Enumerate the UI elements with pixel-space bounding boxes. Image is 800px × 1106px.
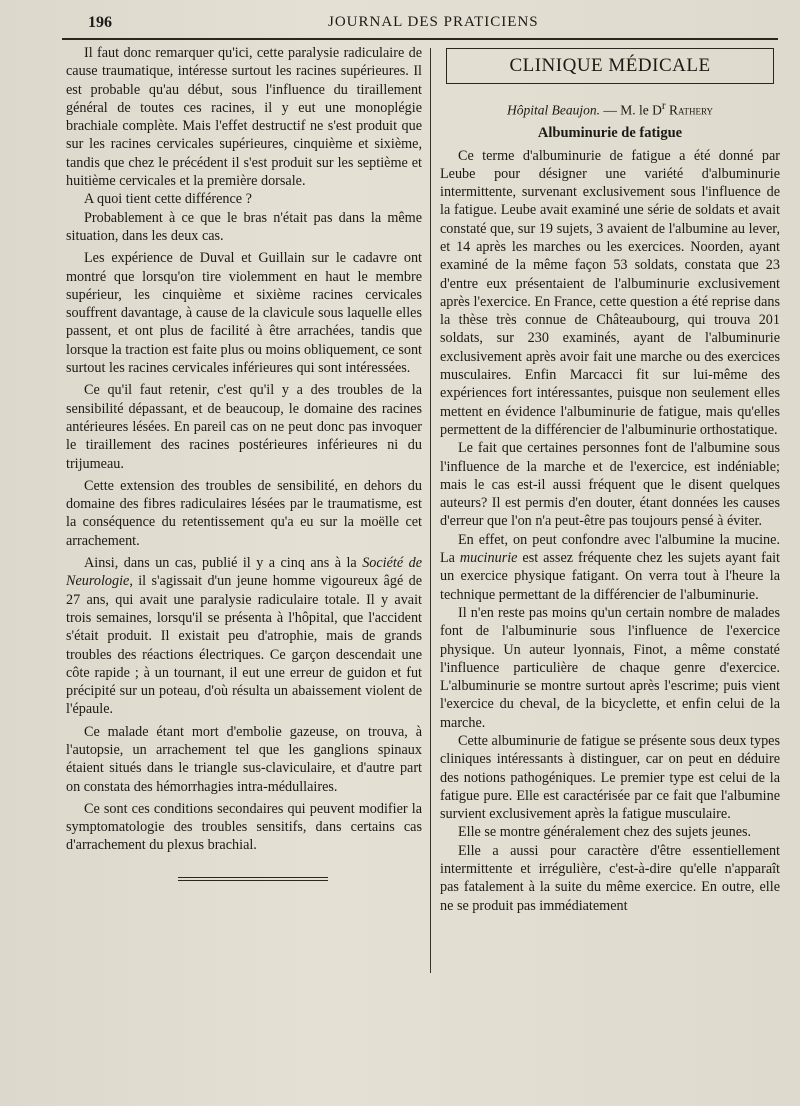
society-name: Société de Neurologie (66, 555, 422, 590)
paragraph: Cette albuminurie de fatigue se présente sous deux types cliniques intéressants à distinguer, car on peut en déduire des notions pathogéniques. Le premier type est celui de la fatigue pure. Elle est caractérisée par ce fait que l'albumine survient exclusivement après la fatigue musculaire. (440, 733, 780, 823)
paragraph: Ce qu'il faut retenir, c'est qu'il y a des troubles de la sensibilité dépassant, et de beaucoup, le domaine des racines antérieures lésées. En pareil cas on ne peut donc pas invoquer le tiraillement des racines postérieures inférieures ni du trijumeau. (66, 382, 422, 472)
header-rule (62, 38, 778, 40)
paragraph (440, 531, 780, 604)
text-run: Ainsi, dans un cas, publié il y a cinq ans à la (84, 555, 363, 572)
left-column (66, 44, 422, 881)
text-run: En effet, on peut confondre avec l'albumine la mucine. La (440, 531, 780, 567)
paragraph: Cette extension des troubles de sensibilité, en dehors du domaine des fibres radiculaires lésées par le traumatisme, est la conséquence du retentissement qu'a eu sur la moëlle cet arrachement. (66, 477, 422, 549)
article-title: Albuminurie de fatigue (537, 124, 683, 141)
running-header (88, 14, 778, 34)
term-mucinurie: mucinurie (459, 550, 518, 567)
paragraph: Ce terme d'albuminurie de fatigue a été donné par Leube pour désigner une variété d'albuminurie intermittente, survenant exclusivement sous l'influence de la fatigue. Leube avait examiné une série de soldats et avait constaté que, sur 19 sujets, 3 avaient de l'albumine au lever, et 14 après les marches ou les exercices. Noorden, ayant examiné de la même façon 53 soldats, constata que 23 d'entre eux présentaient de l'albuminurie exclusivement après l'exercice. En France, cette question a été reprise dans la thèse très connue de Châteaubourg, qui trouva 201 soldats, sur 230 examinés, ayant de l'albuminurie exclusivement après avoir fait une marche ou des exercices musculaires. Enfin Marcacci fit sur lui-même des expériences fort intéressantes, puisque non seulement elles mettent en évidence l'albuminurie de fatigue, mais qu'elles permettent de la différencier de l'albuminurie orthostatique. (440, 147, 780, 438)
paragraph: Il faut donc remarquer qu'ici, cette paralysie radiculaire de cause traumatique, intéresse surtout les racines supérieures. Il est probable qu'au début, sous l'influence du tiraillement général de toutes ces racines, il y eut une monoplégie brachiale complète. Mais l'effet destructif ne s'est produit que sur les racines cervicales supérieures, cinquième et sixième, tandis que chez le précédent il s'est produit sur les septième et huitième cervicales et la première dorsale. (66, 45, 422, 190)
paragraph (66, 554, 422, 719)
section-title: CLINIQUE MÉDICALE (446, 48, 774, 84)
paragraph: Les expérience de Duval et Guillain sur le cadavre ont montré que lorsqu'on tire violemment en haut le membre supérieur, les cinquième et sixième racines cervicales souffrent davantage, à cause de la clavicule sous laquelle elles passent, et ont plus de facilité à être arrachées, tandis que lorsque la traction est faite plus ou moins obliquement, ce sont surtout les racines cervicales inférieures qui sont intéressées. (66, 250, 422, 377)
paragraph: Elle se montre généralement chez des sujets jeunes. (458, 824, 752, 841)
end-rule (178, 877, 328, 881)
paragraph: A quoi tient cette différence ? (84, 191, 252, 208)
doctor-name: Rathery (668, 102, 713, 118)
hospital-place: Hôpital Beaujon. (506, 102, 600, 118)
page-number: 196 (88, 14, 112, 31)
paragraph: Ce sont ces conditions secondaires qui peuvent modifier la symptomatologie des troubles sensitifs, dans certains cas d'arrachement du plexus brachial. (66, 800, 422, 854)
paragraph: Elle a aussi pour caractère d'être essentiellement intermittente et irrégulière, c'est-à-dire qu'elle n'apparaît pas fatalement à la suite du même exercice. En outre, elle ne se produit pas immédiatement (440, 842, 780, 914)
paragraph: Le fait que certaines personnes font de l'albumine sous l'influence de la marche et de l'exercice, est indéniable; mais le cas est-il aussi fréquent que le disent quelques auteurs? Il est permis d'en douter, étant données les causes d'erreur que l'on n'a peut-être pas toujours pensé à éviter. (440, 440, 780, 530)
column-divider (430, 48, 431, 973)
paragraph: Ce malade étant mort d'embolie gazeuse, on trouva, à l'autopsie, un arrachement tel que les ganglions spinaux étaient situés dans le triangle sus-claviculaire, et d'autre part on constata des hémorrhagies intra-médullaires. (66, 723, 422, 795)
text-run: est assez fréquente chez les sujets ayant fait un exercice physique fatigant. On verra tout à l'heure la technique permettant de la différencier de l'albuminurie. (440, 550, 780, 603)
hospital-line (440, 100, 780, 119)
paragraph: Il n'en reste pas moins qu'un certain nombre de malades font de l'albuminurie sous l'influence de l'exercice physique. Un auteur lyonnais, Finot, a même constaté l'influence particulière de chaque genre d'exercice. L'albuminurie se montre surtout après l'escrime; puis vient l'exercice du cheval, de la bicyclette, et enfin celui de la marche. (440, 604, 780, 731)
hospital-sep: — M. le D (599, 102, 662, 118)
paragraph: Probablement à ce que le bras n'était pas dans la même situation, dans les deux cas. (66, 209, 422, 244)
hospital-sup: r (661, 100, 666, 112)
journal-title: JOURNAL DES PRATICIENS (328, 14, 539, 30)
right-column (440, 44, 780, 915)
text-run: , il s'agissait d'un jeune homme vigoureux âgé de 27 ans, qui avait une paralysie radiculaire totale. Il y avait trois semaines, lorsqu'il se présenta à l'hôpital, que l'accident s'était produit. Il existait peu d'atrophie, mais de grands troubles des réactions électriques. Ce garçon descendait une côte rapide ; à un tournant, il eut une erreur de guidon et fut précipité sur un poteau, d'où résulta un abaissement violent de l'épaule. (66, 573, 422, 718)
